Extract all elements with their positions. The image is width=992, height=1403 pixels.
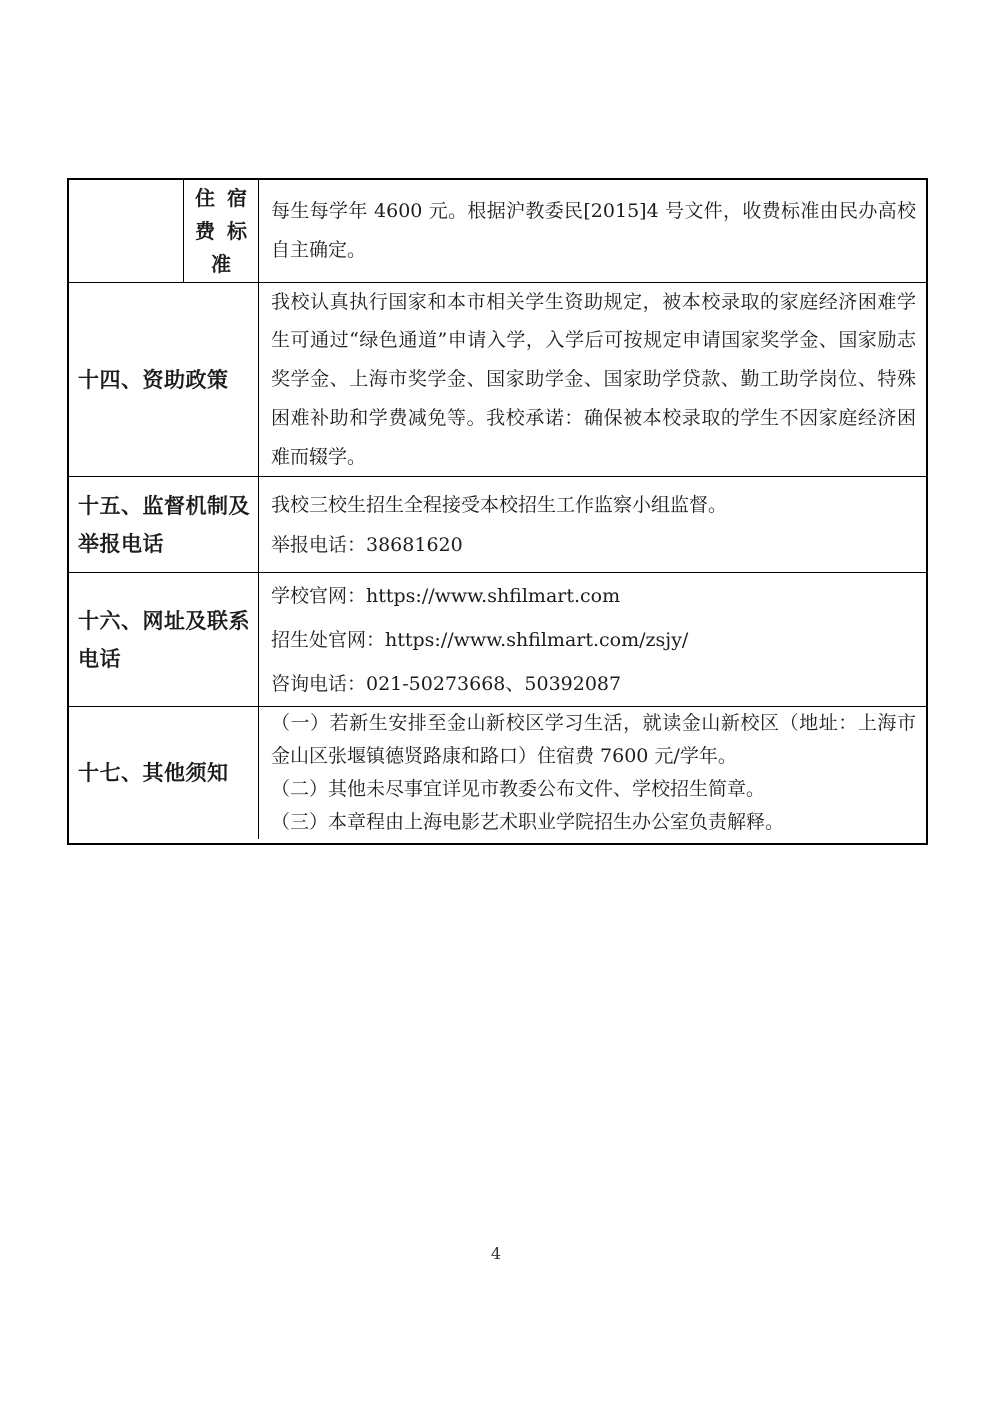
consult-phone-text: 咨询电话：021-50273668、50392087 — [271, 672, 622, 695]
other-notes-content-cell — [258, 707, 926, 839]
lodging-fee-label-line: 费 标 — [195, 218, 247, 243]
table-row-lodging-fee — [69, 180, 926, 282]
page-number: 4 — [490, 1244, 502, 1263]
lodging-fee-content-cell — [258, 180, 926, 282]
other-notes-item-3: （三）本章程由上海电影艺术职业学院招生办公室负责解释。 — [271, 811, 785, 833]
aid-policy-content-cell — [258, 283, 926, 476]
lodging-fee-label-line: 准 — [211, 251, 231, 276]
school-website-text: 学校官网：https://www.shfilmart.com — [271, 584, 621, 607]
supervision-text: 我校三校生招生全程接受本校招生工作监察小组监督。 — [271, 493, 728, 516]
admissions-website-text: 招生处官网：https://www.shfilmart.com/zsjy/ — [271, 628, 689, 651]
aid-policy-text: 我校认真执行国家和本市相关学生资助规定，被本校录取的家庭经济困难学生可通过“绿色通道”申请入学，入学后可按规定申请国家奖学金、国家励志奖学金、上海市奖学金、国家助学金、国家助学贷款、勤工助学岗位、特殊困难补助和学费减免等。我校承诺：确保被本校录取的学生不因家庭经济困难而辍学。 — [271, 290, 916, 468]
other-notes-item-1: （一）若新生安排至金山新校区学习生活，就读金山新校区（地址：上海市金山区张堰镇德贤路康和路口）住宿费 7600 元/学年。 — [271, 712, 916, 767]
table-row-supervision — [69, 476, 926, 572]
report-phone-text: 举报电话：38681620 — [271, 533, 463, 556]
aid-policy-heading-cell — [69, 283, 258, 476]
lodging-fee-label-line: 住 宿 — [195, 185, 247, 210]
table-row-other-notes — [69, 706, 926, 839]
row-heading: 十四、资助政策 — [78, 367, 229, 392]
website-contact-heading-cell — [69, 573, 258, 706]
other-notes-heading-cell — [69, 707, 258, 839]
merged-empty-cell — [69, 180, 183, 282]
supervision-heading-cell — [69, 477, 258, 572]
row-heading: 十六、网址及联系电话 — [78, 608, 250, 671]
row-heading: 十七、其他须知 — [78, 761, 229, 785]
supervision-content-cell — [258, 477, 926, 572]
lodging-fee-label-cell — [183, 180, 258, 282]
website-contact-content-cell — [258, 573, 926, 706]
table-row-aid-policy — [69, 282, 926, 476]
row-heading: 十五、监督机制及举报电话 — [78, 493, 250, 556]
table-row-website-contact — [69, 572, 926, 706]
admissions-info-table — [67, 178, 928, 845]
other-notes-item-2: （二）其他未尽事宜详见市教委公布文件、学校招生简章。 — [271, 778, 766, 800]
lodging-fee-text: 每生每学年 4600 元。根据沪教委民[2015]4 号文件，收费标准由民办高校自主确定。 — [271, 200, 916, 261]
